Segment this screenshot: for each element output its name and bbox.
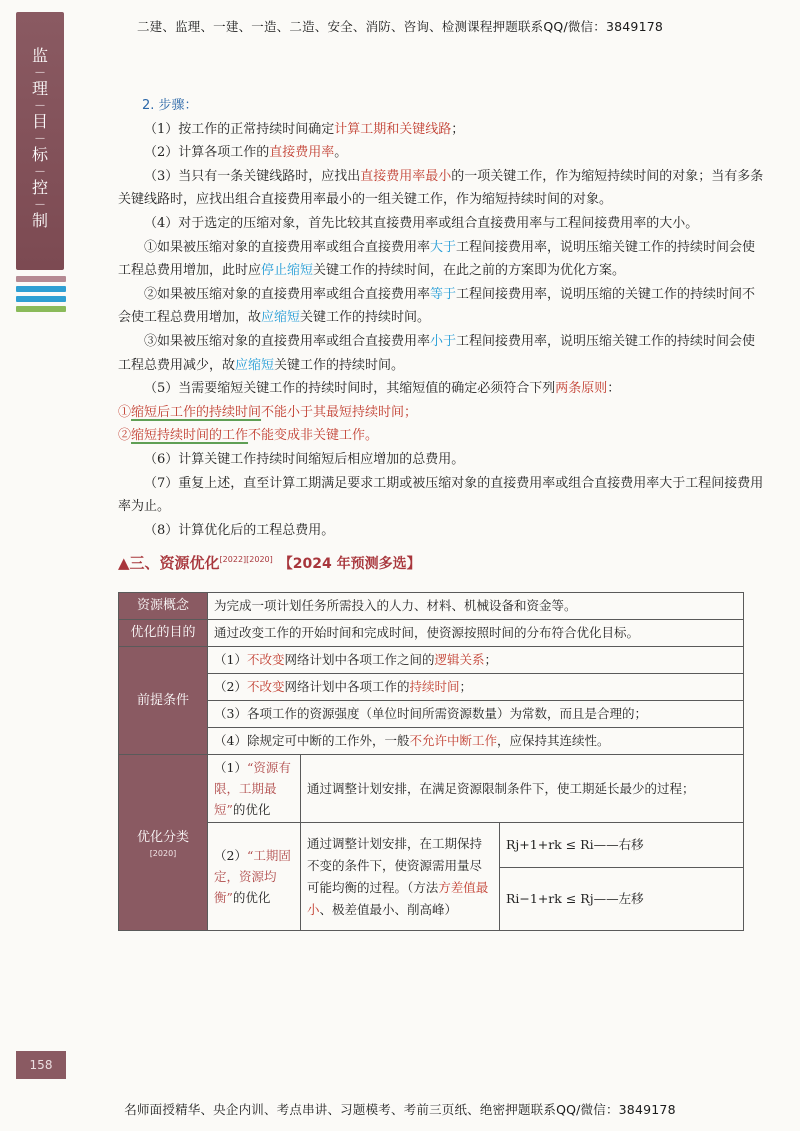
side-color-bar	[16, 296, 66, 302]
side-tab-char: 监	[31, 46, 48, 65]
table-row	[119, 647, 744, 674]
concept-text: 为完成一项计划任务所需投入的人力、材料、机械设备和资金等。	[208, 593, 744, 620]
case-1: ①如果被压缩对象的直接费用率或组合直接费用率大于工程间接费用率，说明压缩关键工作的持续时间会使工程总费用增加，此时应停止缩短关键工作的持续时间，在此之前的方案即为优化方案。	[118, 239, 756, 279]
class-label: 优化分类	[136, 829, 189, 845]
page-number: 158	[16, 1051, 66, 1079]
side-tab-separator: —	[35, 166, 45, 177]
premise-4: （4）除规定可中断的工作外，一般不允许中断工作，应保持其连续性。	[208, 728, 744, 755]
table-row	[119, 755, 744, 823]
premise-3: （3）各项工作的资源强度（单位时间所需资源数量）为常数，而且是合理的；	[208, 701, 744, 728]
step-3: （3）当只有一条关键线路时，应找出直接费用率最小的一项关键工作，作为缩短持续时间的对象；当有多条关键线路时，应找出组合直接费用率最小的一组关键工作，作为缩短持续时间的对象。	[118, 168, 764, 208]
page-header: 二建、监理、一建、一造、二造、安全、消防、咨询、检测课程押题联系QQ/微信：3849178	[136, 19, 664, 34]
section-heading	[118, 552, 421, 573]
shift-left-formula: Ri−1+rk ≤ Rj——左移	[500, 868, 744, 931]
type-2-desc: 通过调整计划安排，在工期保持不变的条件下，使资源需用量尽可能均衡的过程。（方法方差值最小、极差值最小、削高峰）	[301, 823, 500, 931]
case-3: ③如果被压缩对象的直接费用率或组合直接费用率小于工程间接费用率，说明压缩关键工作的持续时间会使工程总费用减少，故应缩短关键工作的持续时间。	[118, 333, 756, 373]
section-title: ▲三、资源优化	[118, 554, 220, 572]
step-7: （7）重复上述，直至计算工期满足要求工期或被压缩对象的直接费用率或组合直接费用率大于工程间接费用率为止。	[118, 475, 764, 515]
side-tab-char: 理	[31, 79, 48, 98]
row-header-goal: 优化的目的	[119, 620, 208, 647]
row-header-class	[119, 755, 208, 931]
step-8: （8）计算优化后的工程总费用。	[144, 522, 335, 538]
side-tab-separator: —	[35, 199, 45, 210]
principle-2: ②缩短持续时间的工作不能变成非关键工作。	[118, 428, 379, 444]
table-row	[119, 823, 744, 868]
table-row	[119, 620, 744, 647]
step-5: （5）当需要缩短关键工作的持续时间时，其缩短值的确定必须符合下列两条原则：	[144, 381, 621, 397]
side-tab-char: 标	[31, 145, 48, 164]
class-year: [2020]	[149, 848, 177, 858]
section-years: [2022][2020]	[219, 555, 273, 564]
side-color-bar	[16, 306, 66, 312]
goal-text: 通过改变工作的开始时间和完成时间，使资源按照时间的分布符合优化目标。	[208, 620, 744, 647]
table-row	[119, 674, 744, 701]
premise-2: （2）不改变网络计划中各项工作的持续时间；	[208, 674, 744, 701]
premise-1: （1）不改变网络计划中各项工作之间的逻辑关系；	[208, 647, 744, 674]
step-6: （6）计算关键工作持续时间缩短后相应增加的总费用。	[144, 451, 465, 467]
type-2: （2）“工期固定，资源均衡”的优化	[208, 823, 301, 931]
steps-title: 2. 步骤：	[142, 98, 198, 113]
side-tab-separator: —	[35, 100, 45, 111]
resource-optimization-table	[118, 592, 744, 931]
step-4: （4）对于选定的压缩对象，首先比较其直接费用率或组合直接费用率与工程间接费用率的大小。	[144, 215, 699, 231]
side-color-bar	[16, 276, 66, 282]
steps-section	[118, 94, 768, 542]
table-row	[119, 593, 744, 620]
row-header-premise: 前提条件	[119, 647, 208, 755]
step-1: （1）按工作的正常持续时间确定计算工期和关键线路；	[144, 121, 465, 137]
side-tab-separator: —	[35, 133, 45, 144]
table-row	[119, 701, 744, 728]
step-2: （2）计算各项工作的直接费用率。	[144, 145, 348, 161]
type-1: （1）“资源有限，工期最短”的优化	[208, 755, 301, 823]
chapter-side-tab	[16, 12, 64, 270]
side-tab-separator: —	[35, 67, 45, 78]
row-header-concept: 资源概念	[119, 593, 208, 620]
shift-right-formula: Rj+1+rk ≤ Ri——右移	[500, 823, 744, 868]
side-color-bar	[16, 286, 66, 292]
page-footer: 名师面授精华、央企内训、考点串讲、习题模考、考前三页纸、绝密押题联系QQ/微信：3849178	[124, 1102, 676, 1117]
side-tab-char: 制	[31, 211, 48, 230]
side-color-bars	[16, 276, 66, 316]
section-tag: 【2024 年预测多选】	[278, 556, 421, 572]
side-tab-char: 目	[31, 112, 48, 131]
type-1-desc: 通过调整计划安排，在满足资源限制条件下，使工期延长最少的过程；	[301, 755, 744, 823]
table-row	[119, 728, 744, 755]
principle-1: ①缩短后工作的持续时间不能小于其最短持续时间；	[118, 404, 418, 420]
case-2: ②如果被压缩对象的直接费用率或组合直接费用率等于工程间接费用率，说明压缩的关键工作的持续时间不会使工程总费用增加，故应缩短关键工作的持续时间。	[118, 286, 756, 326]
side-tab-char: 控	[31, 178, 48, 197]
